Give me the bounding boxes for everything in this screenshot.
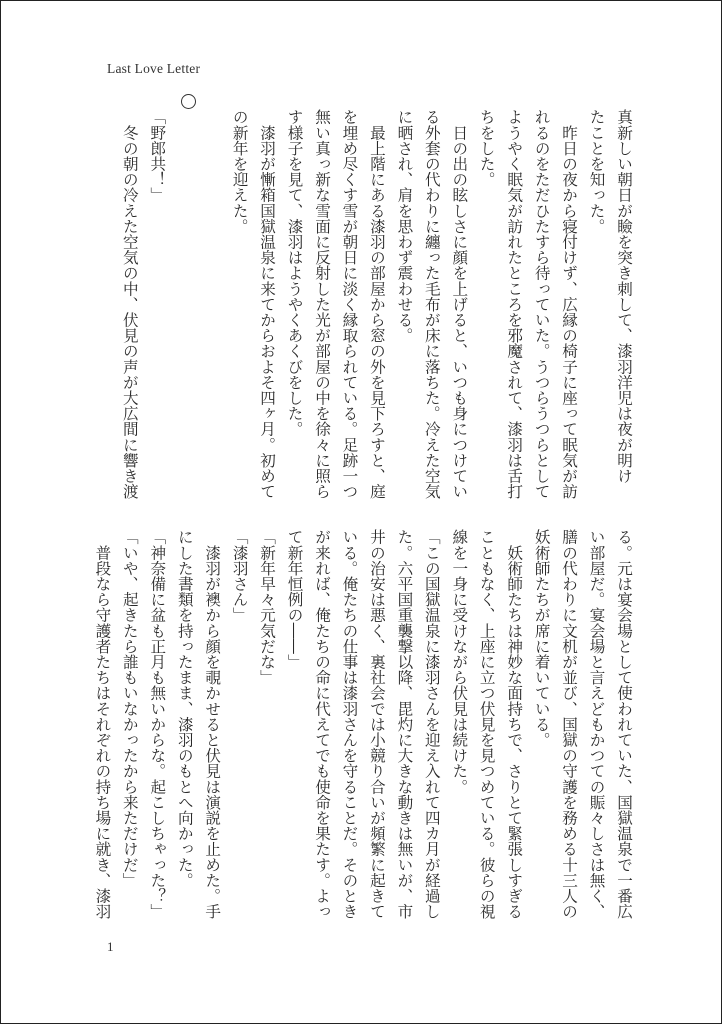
- text-line: 井の治安は悪く、裏社会では小競り合いが頻繁に起きて: [367, 529, 386, 919]
- text-line: ちをした。: [477, 109, 496, 187]
- text-line: 日の出の眩しさに顔を上げると、いつも身につけてい: [450, 109, 469, 499]
- text-line: い部屋だ。宴会場と言えどもかつての賑々しさは無く、: [587, 529, 606, 919]
- text-line: にした書類を持ったまま、漆羽のもとへ向かった。: [175, 529, 194, 888]
- text-line: る。元は宴会場として使われていた、国獄温泉で一番広: [615, 529, 633, 919]
- text-line: に晒され、肩を思わず震わせる。: [395, 109, 414, 343]
- text-line: の新年を迎えた。: [230, 109, 249, 234]
- text-line: て新年恒例の――」: [285, 529, 304, 670]
- text-line: 「新年早々元気だな」: [258, 529, 277, 685]
- text-line: 「いや、起きたら誰もいなかったから来ただけだ」: [120, 529, 139, 888]
- text-line: 真新しい朝日が瞼を突き刺して、漆羽洋児は夜が明け: [615, 109, 633, 484]
- text-line: 漆羽が襖から顔を覗かせると伏見は演説を止めた。手: [203, 529, 222, 919]
- text-line: 妖術師たちは神妙な面持ちで、さりとて緊張しすぎる: [505, 529, 524, 919]
- text-line: いる。俺たちの仕事は漆羽さんを守ることだ。そのとき: [340, 529, 359, 919]
- text-line: 無い真っ新な雪面に反射した光が部屋の中を徐々に照ら: [313, 109, 332, 499]
- text-line: 膳の代わりに文机が並び、国獄の守護を務める十三人の: [560, 529, 579, 919]
- text-line: た。六平国重襲撃以降、毘灼に大きな動きは無いが、市: [395, 529, 414, 919]
- text-line: 最上階にある漆羽の部屋から窓の外を見下ろすと、庭: [367, 109, 386, 499]
- text-line: たことを知った。: [587, 109, 606, 234]
- text-line: す様子を見て、漆羽はようやくあくびをした。: [285, 109, 304, 437]
- text-line: 「この国獄温泉に漆羽さんを迎え入れて四カ月が経過し: [422, 529, 441, 919]
- text-line: 「漆羽さん」: [230, 529, 249, 623]
- text-line: 漆羽が慚箱国獄温泉に来てからおよそ四ヶ月。初めて: [258, 109, 277, 499]
- top-text-block: [99, 109, 637, 499]
- text-line: ようやく眠気が訪れたところを邪魔されて、漆羽は舌打: [505, 109, 524, 499]
- section-break-circle-icon: [181, 94, 196, 109]
- text-line: を埋め尽くす雪が朝日に淡く縁取られている。足跡一つ: [340, 109, 359, 499]
- text-line: [170, 109, 197, 489]
- text-line: 妖術師たちが席に着いている。: [532, 529, 551, 748]
- text-line: 普段なら守護者たちはそれぞれの持ち場に就き、漆羽: [93, 529, 112, 919]
- running-title: Last Love Letter: [107, 61, 201, 76]
- text-line: 昨日の夜から寝付けず、広縁の椅子に座って眠気が訪: [560, 109, 579, 499]
- text-line: る外套の代わりに纏った毛布が床に落ちた。冷えた空気: [422, 109, 441, 499]
- page-number: 1: [107, 939, 114, 954]
- text-line: こともなく、上座に立つ伏見を見つめている。彼らの視: [477, 529, 496, 919]
- text-line: [198, 109, 225, 489]
- text-line: 線を一身に受けながら伏見は続けた。: [450, 529, 469, 795]
- text-line: れるのをただひたすら待っていた。うつらうつらとして: [532, 109, 551, 499]
- text-line: が来れば、俺たちの命に代えてでも使命を果たす。よっ: [313, 529, 332, 919]
- text-line: 冬の朝の冷えた空気の中、伏見の声が大広間に響き渡: [120, 109, 139, 499]
- text-line: 「神奈備に盆も正月も無いからな。起こしちゃった？」: [148, 529, 167, 919]
- bottom-text-block: [93, 529, 637, 929]
- text-line: 「野郎共！」: [148, 109, 167, 203]
